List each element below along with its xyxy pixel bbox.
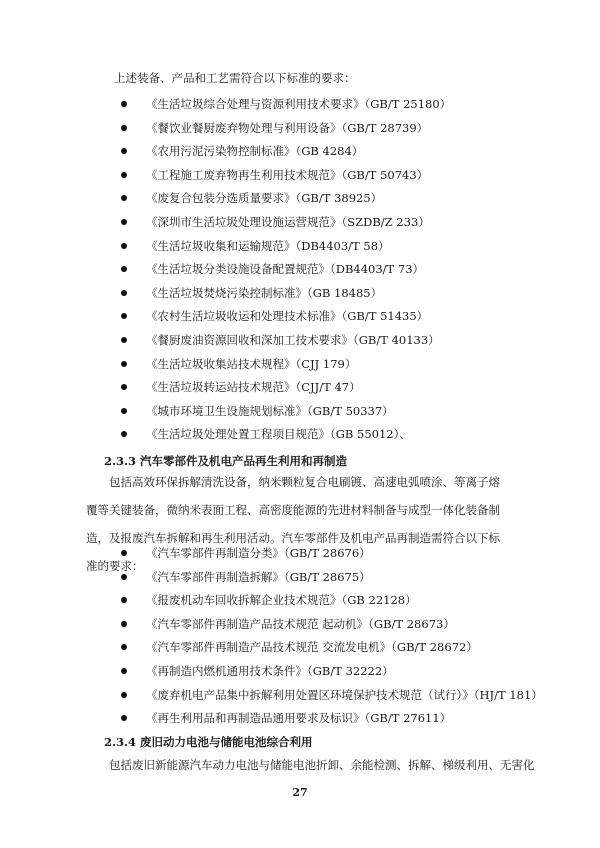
- list-item: [121, 285, 382, 301]
- list-item-text: 《再生利用品和再制造品通用要求及标识》（GB/T 27611）: [146, 711, 452, 726]
- list-item-text: 《生活垃圾收集和运输规范》（DB4403/T 58）: [146, 238, 390, 253]
- bullet-icon: [121, 574, 127, 580]
- list-item: [121, 592, 417, 608]
- list-item: [121, 190, 382, 206]
- list-item-text: 《汽车零部件再制造分类》（GB/T 28676）: [146, 546, 371, 560]
- list-item-text: 《餐厨废油资源回收和深加工技术要求》（GB/T 40133）: [146, 333, 440, 347]
- bullet-icon: [121, 644, 127, 650]
- bullet-icon: [121, 384, 127, 390]
- bullet-icon: [121, 361, 127, 367]
- bullet-icon: [121, 431, 127, 437]
- list-item: [121, 120, 428, 136]
- bullet-icon: [121, 668, 127, 674]
- list-item-text: 《汽车零部件再制造产品技术规范 交流发电机》（GB/T 28672）: [146, 640, 478, 655]
- intro-line: 上述装备、产品和工艺需符合以下标准的要求：: [114, 71, 356, 85]
- bullet-icon: [121, 550, 127, 556]
- list-item-text: 《废弃机电产品集中拆解利用处置区环境保护技术规范（试行）》（HJ/T 181）: [146, 687, 543, 702]
- bullet-icon: [121, 243, 127, 249]
- bullet-icon: [121, 337, 127, 343]
- section-heading-2-3-4: 2.3.4 废旧动力电池与储能电池综合利用: [104, 735, 313, 749]
- list-item-text: 《工程施工废弃物再生利用技术规范》（GB/T 50743）: [146, 167, 429, 182]
- list-item: [121, 167, 428, 183]
- list-item: [121, 663, 394, 679]
- bullet-icon: [121, 148, 127, 154]
- list-item-text: 《生活垃圾收集站技术规程》（CJJ 179）: [146, 356, 357, 371]
- list-item: [121, 426, 411, 442]
- list-item-text: 《城市环境卫生设施规划标准》（GB/T 50337）: [146, 403, 394, 418]
- section-paragraph-2-3-4: 包括废旧新能源汽车动力电池与储能电池折卸、余能检测、拆解、梯级利用、无害化: [109, 758, 535, 772]
- list-item-text: 《汽车零部件再制造拆解》（GB/T 28675）: [146, 569, 371, 584]
- section-paragraph-2-3-3: [86, 468, 506, 580]
- bullet-icon: [121, 172, 127, 178]
- bullet-icon: [121, 195, 127, 201]
- list-item: [121, 639, 478, 655]
- list-item-text: 《餐饮业餐厨废弃物处理与利用设备》（GB/T 28739）: [146, 120, 429, 135]
- list-item-text: 《废复合包装分选质量要求》（GB/T 38925）: [146, 191, 383, 206]
- list-item: [121, 569, 371, 585]
- bullet-icon: [121, 597, 127, 603]
- list-item: [121, 214, 430, 230]
- bullet-icon: [121, 692, 127, 698]
- bullet-icon: [121, 313, 127, 319]
- list-item: [121, 96, 451, 112]
- list-item-text: 《农用污泥污染物控制标准》（GB 4284）: [146, 144, 364, 159]
- bullet-icon: [121, 266, 127, 272]
- list-item-text: 《生活垃圾转运站技术规范》（CJJ/T 47）: [146, 380, 361, 395]
- list-item: [121, 143, 363, 159]
- list-item-text: 《深圳市生活垃圾处理设施运营规范》（SZDB/Z 233）: [146, 215, 430, 229]
- list-item-text: 《生活垃圾处理处置工程项目规范》（GB 55012）、: [146, 427, 411, 442]
- list-item: [121, 616, 455, 632]
- list-item: [121, 710, 451, 726]
- list-item: [121, 356, 356, 372]
- list-item-text: 《生活垃圾综合处理与资源利用技术要求》（GB/T 25180）: [146, 97, 452, 111]
- list-item-text: 《再制造内燃机通用技术条件》（GB/T 32222）: [146, 664, 394, 678]
- list-item-text: 《生活垃圾焚烧污染控制标准》（GB 18485）: [146, 285, 383, 300]
- list-item-text: 《汽车零部件再制造产品技术规范 起动机》（GB/T 28673）: [146, 616, 455, 631]
- list-item: [121, 308, 428, 324]
- bullet-icon: [121, 715, 127, 721]
- bullet-icon: [121, 621, 127, 627]
- bullet-icon: [121, 219, 127, 225]
- section-heading-2-3-3: 2.3.3 汽车零部件及机电产品再生利用和再制造: [104, 454, 348, 468]
- list-item: [121, 379, 361, 395]
- list-item-text: 《报废机动车回收拆解企业技术规范》（GB 22128）: [146, 593, 417, 608]
- list-item: [121, 261, 424, 277]
- list-item: [121, 332, 440, 348]
- para-text: 包括高效环保拆解清洗设备，纳米颗粒复合电刷镀、高速电弧喷涂、等离子熔覆等关键装备，微纳米表面工程、高密度能源的先进材料制备与成型一体化装备制造，及报废汽车拆解和再生利用活动。汽车零部件及机电产品再制造需符合以下标准的要求：: [86, 475, 500, 573]
- list-item: [121, 687, 543, 703]
- list-item: [121, 545, 371, 561]
- list-item-text: 《生活垃圾分类设施设备配置规范》（DB4403/T 73）: [146, 262, 425, 277]
- list-item-text: 《农村生活垃圾收运和处理技术标准》（GB/T 51435）: [146, 309, 429, 324]
- list-item: [121, 403, 394, 419]
- bullet-icon: [121, 125, 127, 131]
- bullet-icon: [121, 290, 127, 296]
- list-item: [121, 238, 390, 254]
- bullet-icon: [121, 101, 127, 107]
- page-number: 27: [292, 786, 308, 799]
- bullet-icon: [121, 408, 127, 414]
